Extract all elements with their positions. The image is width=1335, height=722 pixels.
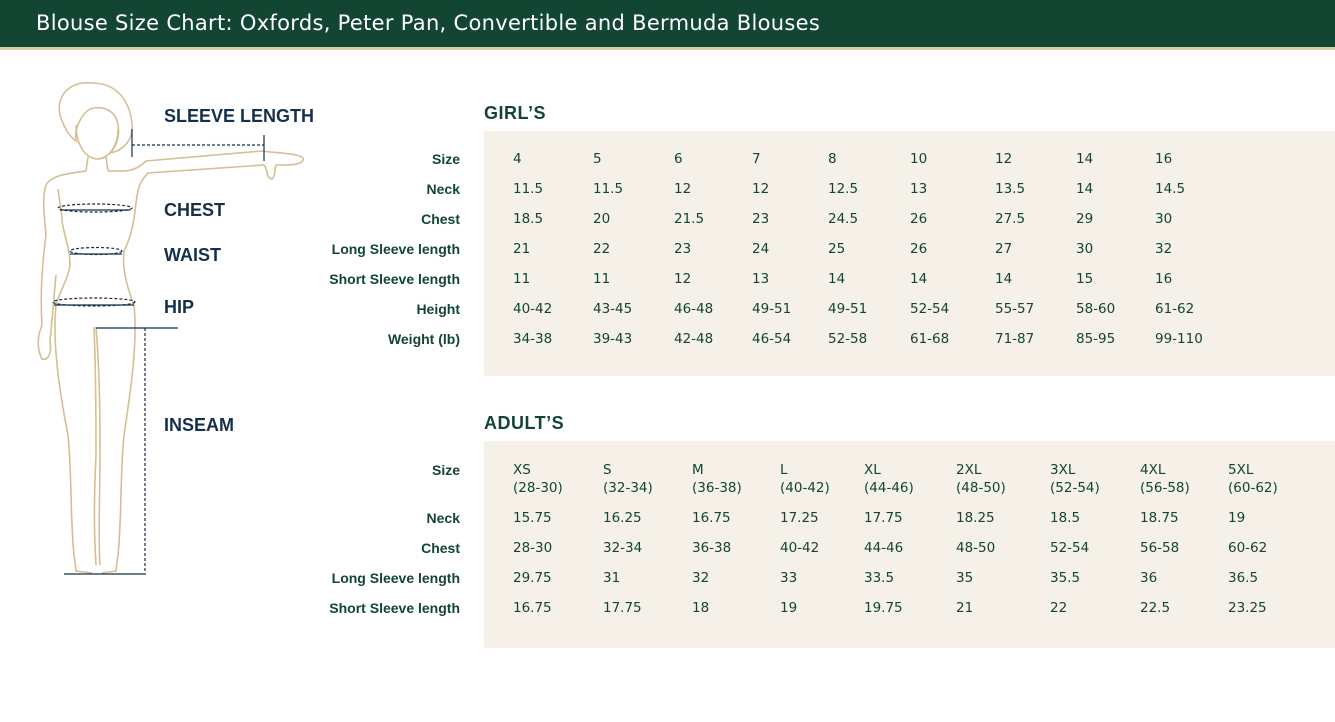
adults-cell: 22 — [1050, 600, 1068, 616]
girls-cell: 15 — [1076, 271, 1094, 287]
adults-row-label: Chest — [421, 540, 460, 556]
girls-cell: 12 — [674, 271, 692, 287]
girls-cell: 85-95 — [1076, 331, 1116, 347]
girls-cell: 99-110 — [1155, 331, 1203, 347]
adults-cell: L (40-42) — [780, 462, 830, 496]
girls-cell: 30 — [1155, 211, 1173, 227]
girls-cell: 46-54 — [752, 331, 792, 347]
girls-cell: 24 — [752, 241, 770, 257]
label-sleeve-length: SLEEVE LENGTH — [164, 106, 315, 126]
adults-cell: 44-46 — [864, 540, 904, 556]
girls-cell: 34-38 — [513, 331, 553, 347]
girls-cell: 39-43 — [593, 331, 633, 347]
girls-cell: 26 — [910, 241, 928, 257]
girls-cell: 55-57 — [995, 301, 1035, 317]
adults-cell: 4XL (56-58) — [1140, 462, 1190, 496]
girls-cell: 27 — [995, 241, 1013, 257]
adults-cell: 32-34 — [603, 540, 643, 556]
girls-cell: 26 — [910, 211, 928, 227]
girls-cell: 29 — [1076, 211, 1094, 227]
girls-cell: 11.5 — [593, 181, 624, 197]
page-title: Blouse Size Chart: Oxfords, Peter Pan, Convertible and Bermuda Blouses — [36, 11, 821, 35]
girls-cell: 8 — [828, 151, 837, 167]
girls-row-label: Long Sleeve length — [331, 241, 460, 257]
girls-row-label: Size — [431, 151, 460, 167]
adults-cell: 29.75 — [513, 570, 552, 586]
page-header — [0, 0, 1335, 50]
girls-cell: 14 — [1076, 181, 1094, 197]
girls-row-label: Height — [416, 301, 460, 317]
adults-cell: M (36-38) — [692, 462, 742, 496]
adults-cell: 17.75 — [864, 510, 903, 526]
adults-cell: S (32-34) — [603, 462, 653, 496]
adults-cell: 19.75 — [864, 600, 903, 616]
girls-cell: 71-87 — [995, 331, 1035, 347]
girls-cell: 11 — [593, 271, 611, 287]
girls-cell: 43-45 — [593, 301, 633, 317]
girls-cell: 7 — [752, 151, 761, 167]
adults-cell: 35 — [956, 570, 974, 586]
girls-cell: 52-54 — [910, 301, 950, 317]
girls-row-label: Short Sleeve length — [329, 271, 460, 287]
girls-cell: 24.5 — [828, 211, 859, 227]
adults-row-label: Size — [431, 462, 460, 478]
adults-cell: 35.5 — [1050, 570, 1081, 586]
girls-cell: 13 — [910, 181, 928, 197]
adults-cell: 36-38 — [692, 540, 732, 556]
girls-cell: 18.5 — [513, 211, 544, 227]
girls-cell: 52-58 — [828, 331, 868, 347]
adults-cell: 33.5 — [864, 570, 895, 586]
adults-cell: 31 — [603, 570, 621, 586]
girls-cell: 25 — [828, 241, 846, 257]
adults-cell: 15.75 — [513, 510, 552, 526]
adults-cell: 60-62 — [1228, 540, 1268, 556]
adults-cell: 33 — [780, 570, 798, 586]
girls-cell: 49-51 — [752, 301, 792, 317]
adults-cell: 18.25 — [956, 510, 995, 526]
girls-cell: 21 — [513, 241, 531, 257]
adults-cell: 16.25 — [603, 510, 642, 526]
girls-cell: 40-42 — [513, 301, 553, 317]
adults-cell: 56-58 — [1140, 540, 1180, 556]
girls-cell: 21.5 — [674, 211, 705, 227]
adults-cell: 22.5 — [1140, 600, 1171, 616]
adults-cell: 28-30 — [513, 540, 553, 556]
adults-row-label: Short Sleeve length — [329, 600, 460, 616]
adults-cell: 18 — [692, 600, 710, 616]
girls-cell: 30 — [1076, 241, 1094, 257]
girls-cell: 20 — [593, 211, 611, 227]
girls-cell: 16 — [1155, 151, 1173, 167]
girls-cell: 12.5 — [828, 181, 859, 197]
girls-cell: 13.5 — [995, 181, 1026, 197]
adults-cell: 23.25 — [1228, 600, 1267, 616]
body-measurement-figure — [30, 75, 320, 585]
adults-cell: 16.75 — [692, 510, 731, 526]
adults-cell: 19 — [780, 600, 798, 616]
girls-cell: 11 — [513, 271, 531, 287]
adults-cell: 17.75 — [603, 600, 642, 616]
girls-cell: 22 — [593, 241, 611, 257]
adults-cell: 3XL (52-54) — [1050, 462, 1100, 496]
adults-cell: 21 — [956, 600, 974, 616]
girls-cell: 46-48 — [674, 301, 714, 317]
girls-cell: 23 — [674, 241, 692, 257]
girls-cell: 49-51 — [828, 301, 868, 317]
girls-cell: 4 — [513, 151, 522, 167]
girls-cell: 12 — [674, 181, 692, 197]
girls-cell: 61-68 — [910, 331, 950, 347]
adults-cell: 2XL (48-50) — [956, 462, 1006, 496]
girls-cell: 58-60 — [1076, 301, 1116, 317]
adults-cell: XS (28-30) — [513, 462, 563, 496]
girls-cell: 42-48 — [674, 331, 714, 347]
girls-cell: 61-62 — [1155, 301, 1195, 317]
adults-cell: 18.75 — [1140, 510, 1179, 526]
adults-cell: 18.5 — [1050, 510, 1081, 526]
girls-cell: 12 — [995, 151, 1013, 167]
girls-cell: 13 — [752, 271, 770, 287]
adults-cell: XL (44-46) — [864, 462, 914, 496]
girls-cell: 5 — [593, 151, 602, 167]
label-waist: WAIST — [164, 245, 221, 265]
adults-cell: 36.5 — [1228, 570, 1259, 586]
adults-cell: 52-54 — [1050, 540, 1090, 556]
adults-cell: 17.25 — [780, 510, 819, 526]
adults-cell: 19 — [1228, 510, 1246, 526]
adults-row-label: Neck — [426, 510, 460, 526]
girls-cell: 27.5 — [995, 211, 1026, 227]
label-hip: HIP — [164, 297, 195, 317]
adults-cell: 48-50 — [956, 540, 996, 556]
adults-cell: 5XL (60-62) — [1228, 462, 1278, 496]
girls-row-label: Neck — [426, 181, 460, 197]
girls-cell: 23 — [752, 211, 770, 227]
girls-cell: 11.5 — [513, 181, 544, 197]
girls-cell: 14.5 — [1155, 181, 1186, 197]
girls-section-title: GIRL’S — [484, 103, 547, 123]
girls-cell: 14 — [910, 271, 928, 287]
label-inseam: INSEAM — [164, 415, 235, 435]
girls-row-label: Chest — [421, 211, 460, 227]
girls-row-label: Weight (lb) — [387, 331, 460, 347]
girls-cell: 12 — [752, 181, 770, 197]
girls-cell: 32 — [1155, 241, 1173, 257]
adults-cell: 40-42 — [780, 540, 820, 556]
label-chest: CHEST — [164, 200, 226, 220]
girls-cell: 6 — [674, 151, 683, 167]
girls-cell: 14 — [1076, 151, 1094, 167]
adults-cell: 36 — [1140, 570, 1158, 586]
girls-cell: 14 — [995, 271, 1013, 287]
girls-cell: 16 — [1155, 271, 1173, 287]
adults-cell: 32 — [692, 570, 710, 586]
adults-section-title: ADULT’S — [484, 413, 565, 433]
girls-cell: 10 — [910, 151, 928, 167]
girls-cell: 14 — [828, 271, 846, 287]
adults-row-label: Long Sleeve length — [331, 570, 460, 586]
adults-cell: 16.75 — [513, 600, 552, 616]
